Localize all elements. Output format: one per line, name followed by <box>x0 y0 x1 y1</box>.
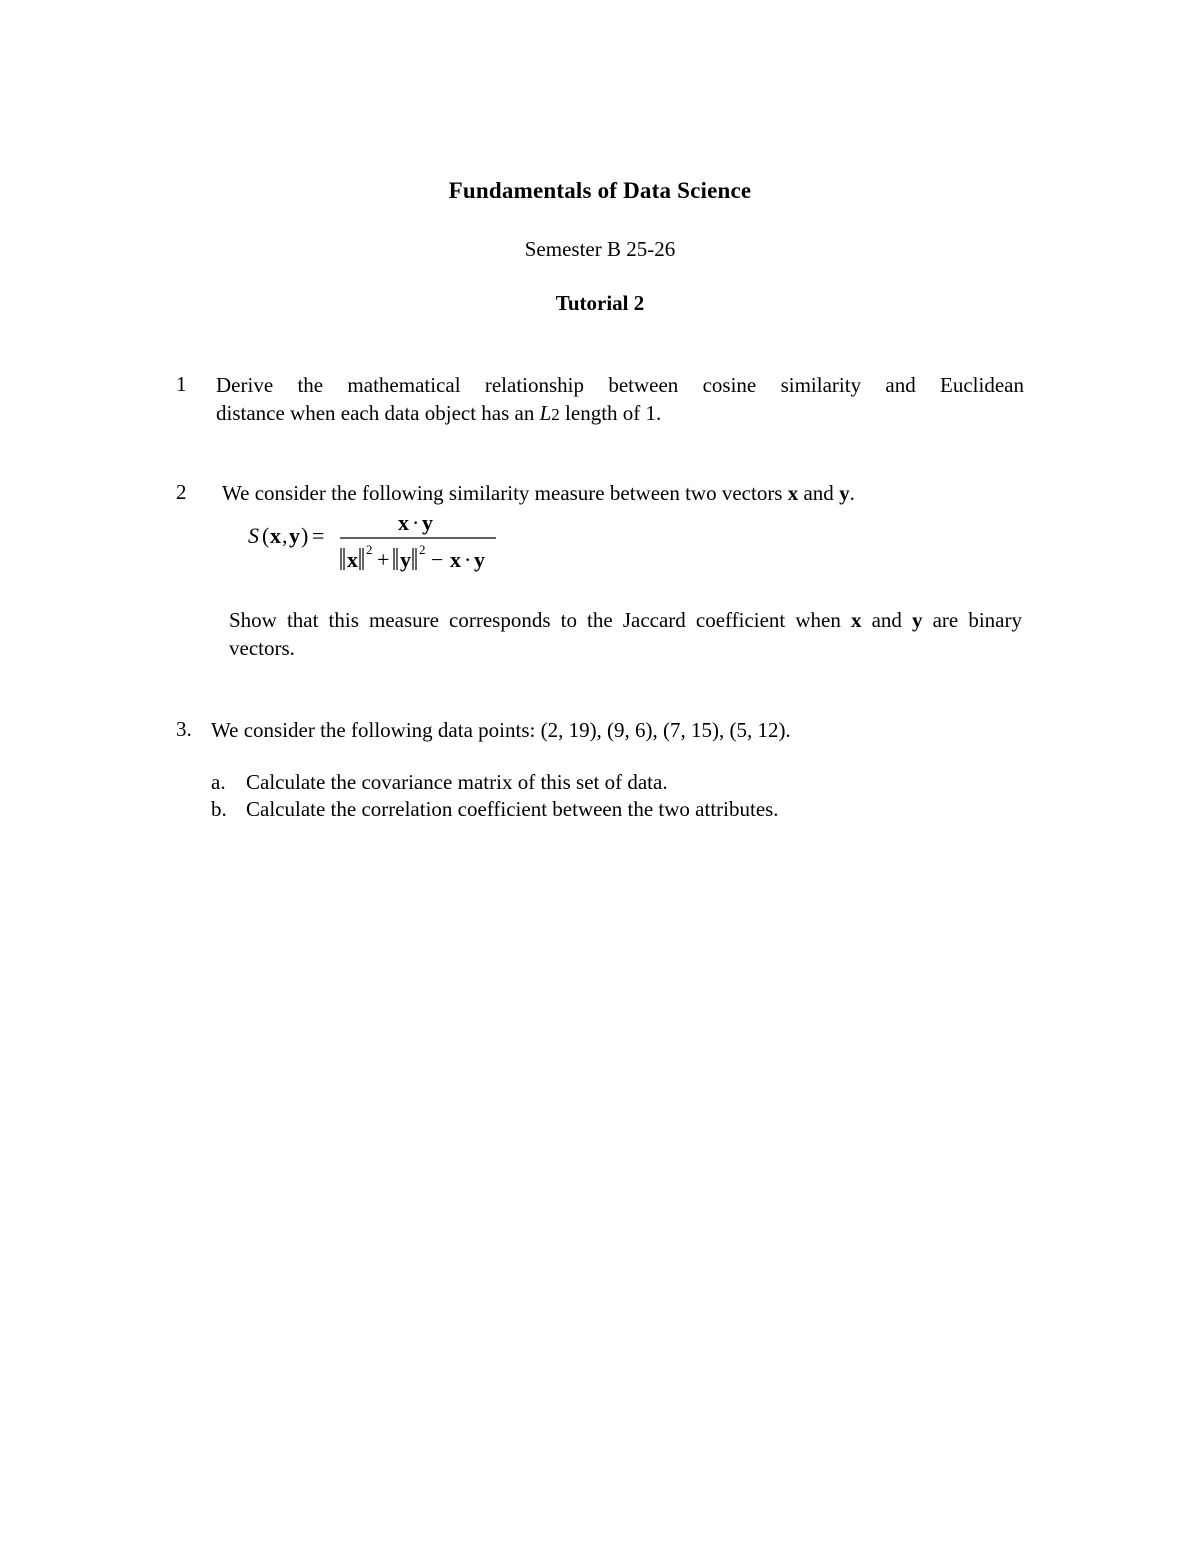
q1-word: similarity <box>780 373 862 397</box>
formula-s: S <box>248 523 259 548</box>
question-1-number: 1 <box>176 372 187 396</box>
formula-den-dot: · <box>464 547 472 572</box>
formula-num-y: y <box>422 510 433 535</box>
vector-x: x <box>850 608 862 632</box>
formula-den-x: x <box>347 547 358 572</box>
q2-intro-and: and <box>798 481 840 505</box>
document-title: Fundamentals of Data Science <box>448 178 752 203</box>
question-3b-label: b. <box>211 797 227 821</box>
question-2-number: 2 <box>176 480 187 504</box>
formula-svg <box>248 508 508 580</box>
formula-paren-open: ( <box>262 523 270 548</box>
vector-y: y <box>839 481 850 505</box>
question-2-intro <box>222 479 1022 507</box>
semester-label: Semester B 25-26 <box>524 237 676 261</box>
formula-equals: = <box>312 523 325 548</box>
tutorial-label: Tutorial 2 <box>555 291 645 315</box>
question-3b-text: Calculate the correlation coefficient between the two attributes. <box>246 797 779 821</box>
formula-exponent: 2 <box>419 542 426 557</box>
formula-y: y <box>289 523 300 548</box>
question-3-intro: We consider the following data points: (2, 19), (9, 6), (7, 15), (5, 12). <box>211 718 791 742</box>
q1-word: Derive <box>216 373 274 397</box>
vector-x: x <box>787 481 799 505</box>
q1-word: cosine <box>702 373 757 397</box>
q1-word: the <box>297 373 324 397</box>
question-1-line-1 <box>216 371 1024 399</box>
q2-show-after: are binary vectors. <box>229 608 1022 660</box>
q1-word: Euclidean <box>940 373 1024 397</box>
q1-word: between <box>608 373 679 397</box>
q1-line2-after: length of 1. <box>559 401 662 425</box>
l2-variable: L <box>539 401 552 425</box>
q2-show-and: and <box>861 608 912 632</box>
q2-intro-text: We consider the following similarity measure between two vectors <box>222 481 788 505</box>
q2-intro-end: . <box>849 481 855 505</box>
formula-den-x2: x <box>450 547 461 572</box>
q1-word: mathematical <box>347 373 461 397</box>
formula-minus: − <box>431 547 444 572</box>
l2-subscript: 2 <box>551 405 560 424</box>
question-3-number: 3. <box>176 717 192 741</box>
question-1-line-2 <box>216 399 1024 429</box>
formula-num-dot: · <box>412 510 420 535</box>
similarity-formula <box>248 508 508 580</box>
formula-comma: , <box>282 523 288 548</box>
q2-show-text: Show that this measure corresponds to the Jaccard coefficient when <box>229 608 851 632</box>
question-2-task <box>229 606 1022 662</box>
question-3a-label: a. <box>211 770 226 794</box>
formula-exponent: 2 <box>366 542 373 557</box>
formula-paren-close: ) <box>301 523 309 548</box>
question-1-text <box>216 371 1024 429</box>
formula-den-y2: y <box>474 547 485 572</box>
formula-num-x: x <box>398 510 409 535</box>
vector-y: y <box>912 608 923 632</box>
q1-line2-before: distance when each data object has an <box>216 401 540 425</box>
formula-plus: + <box>377 547 390 572</box>
formula-x: x <box>270 523 281 548</box>
formula-den-y: y <box>400 547 411 572</box>
q1-word: and <box>885 373 916 397</box>
question-3a-text: Calculate the covariance matrix of this set of data. <box>246 770 668 794</box>
q1-word: relationship <box>484 373 585 397</box>
